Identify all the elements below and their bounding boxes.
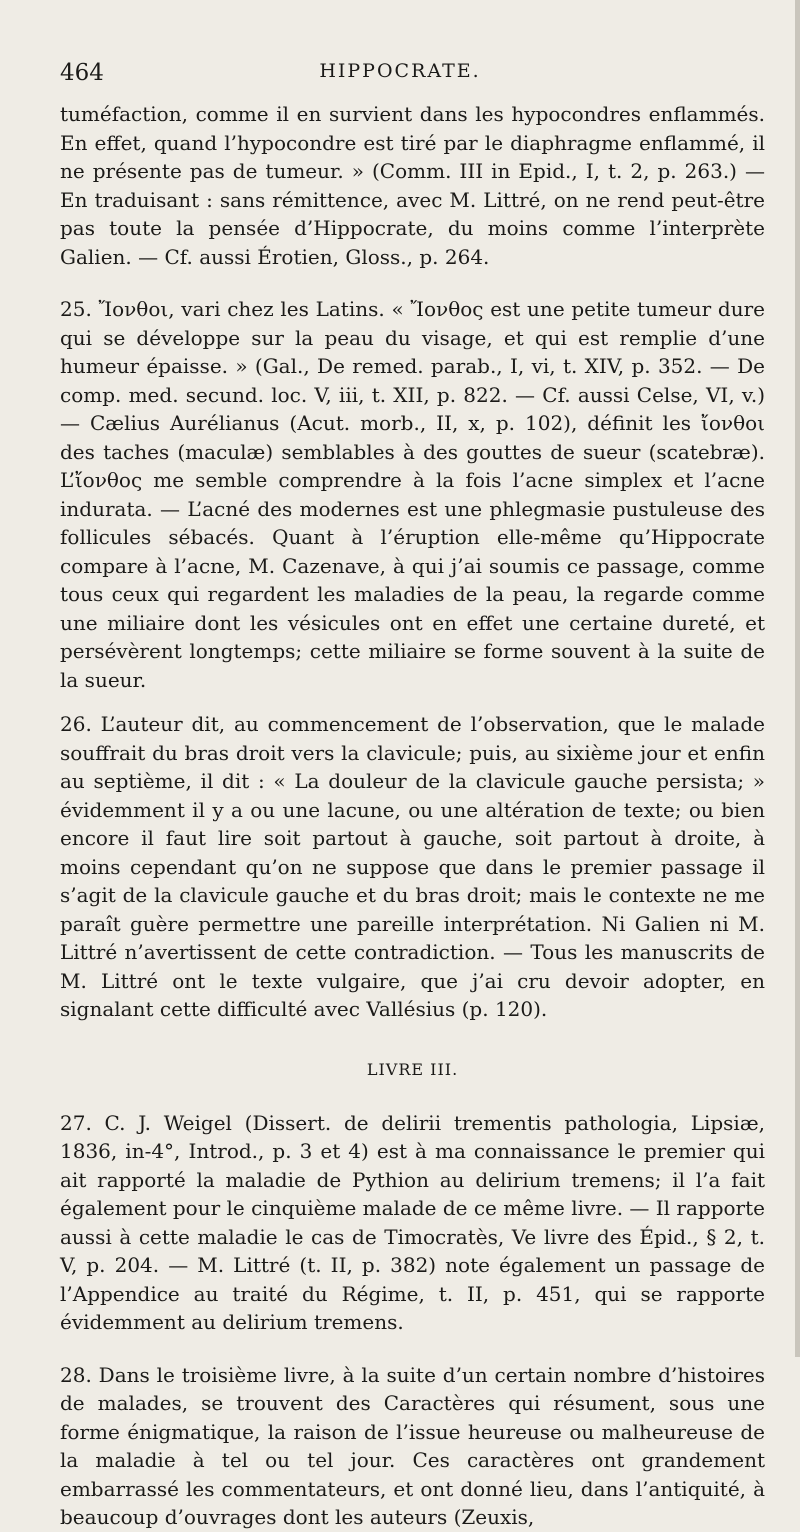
paragraph-note-28: 28. Dans le troisième livre, à la suite d’un certain nombre d’histoires de malades, se trouvent des Caractères qui résument, sous une forme énigmatique, la raison de l’issue heureuse ou malheureuse de la maladie à tel ou tel jour. Ces caractères ont grandement embarrassé les commentateurs, et ont donné lieu, dans l’antiquité, à beaucoup d’ouvrages dont les auteurs (Zeuxis,	[60, 1362, 765, 1529]
paragraph-note-26: 26. L’auteur dit, au commencement de l’observation, que le malade souffrait du bras droit vers la clavicule; puis, au sixième jour et enfin au septième, il dit : « La douleur de la clavicule gauche persista; » évidemment il y a ou une lacune, ou une altération de texte; ou bien encore il faut lire soit partout à gauche, soit partout à droite, à moins cependant qu’on ne suppose que dans le premier passage il s’agit de la clavicule gauche et du bras droit; mais le contexte ne me paraît guère permettre une pareille interprétation. Ni Galien ni M. Littré n’avertissent de cette contradiction. — Tous les manuscrits de M. Littré ont le texte vulgaire, que j’ai cru devoir adopter, en signalant cette difficulté avec Vallésius (p. 120).	[60, 712, 765, 1021]
page-edge-shadow	[795, 0, 800, 1357]
page-header	[60, 60, 740, 90]
paragraph-note-24-continued: tuméfaction, comme il en survient dans les hypocondres enflammés. En effet, quand l’hypocondre est tiré par le diaphragme enflammé, il ne présente pas de tumeur. » (Comm. III in Epid., I, t. 2, p. 263.) — En traduisant : sans rémittence, avec M. Littré, on ne rend peut-être pas toute la pensée d’Hippocrate, du moins comme l’interprète Galien. — Cf. aussi Érotien, Gloss., p. 264.	[60, 102, 765, 269]
paragraph-note-27: 27. C. J. Weigel (Dissert. de delirii trementis pathologia, Lipsiæ, 1836, in-4°, Introd., p. 3 et 4) est à ma connaissance le premier qui ait rapporté la maladie de Pythion au delirium tremens; il l’a fait également pour le cinquième malade de ce même livre. — Il rapporte aussi à cette maladie le cas de Timocratès, Ve livre des Épid., § 2, t. V, p. 204. — M. Littré (t. II, p. 382) note également un passage de l’Appendice au traité du Régime, t. II, p. 451, qui se rapporte évidemment au delirium tremens.	[60, 1110, 765, 1334]
page-number: 464	[60, 60, 104, 86]
paragraph-note-25: 25. Ἴονθοι, vari chez les Latins. « Ἴονθος est une petite tumeur dure qui se développe sur la peau du visage, et qui est remplie d’une humeur épaisse. » (Gal., De remed. parab., I, vi, t. XIV, p. 352. — De comp. med. secund. loc. V, iii, t. XII, p. 822. — Cf. aussi Celse, VI, v.) — Cælius Aurélianus (Acut. morb., II, x, p. 102), définit les ἴονθοι des taches (maculæ) semblables à des gouttes de sueur (scatebræ). L’ἴονθος me semble comprendre à la fois l’acne simplex et l’acne indurata. — L’acné des modernes est une phlegmasie pustuleuse des follicules sébacés. Quant à l’éruption elle-même qu’Hippocrate compare à l’acne, M. Cazenave, à qui j’ai soumis ce passage, comme tous ceux qui regardent les maladies de la peau, la regarde comme une miliaire dont les vésicules ont en effet une certaine dureté, et persévèrent longtemps; cette miliaire se forme souvent à la suite de la sueur.	[60, 297, 765, 692]
running-head: HIPPOCRATE.	[319, 60, 481, 82]
page-body	[60, 100, 765, 1532]
section-heading: LIVRE III.	[366, 1059, 459, 1079]
